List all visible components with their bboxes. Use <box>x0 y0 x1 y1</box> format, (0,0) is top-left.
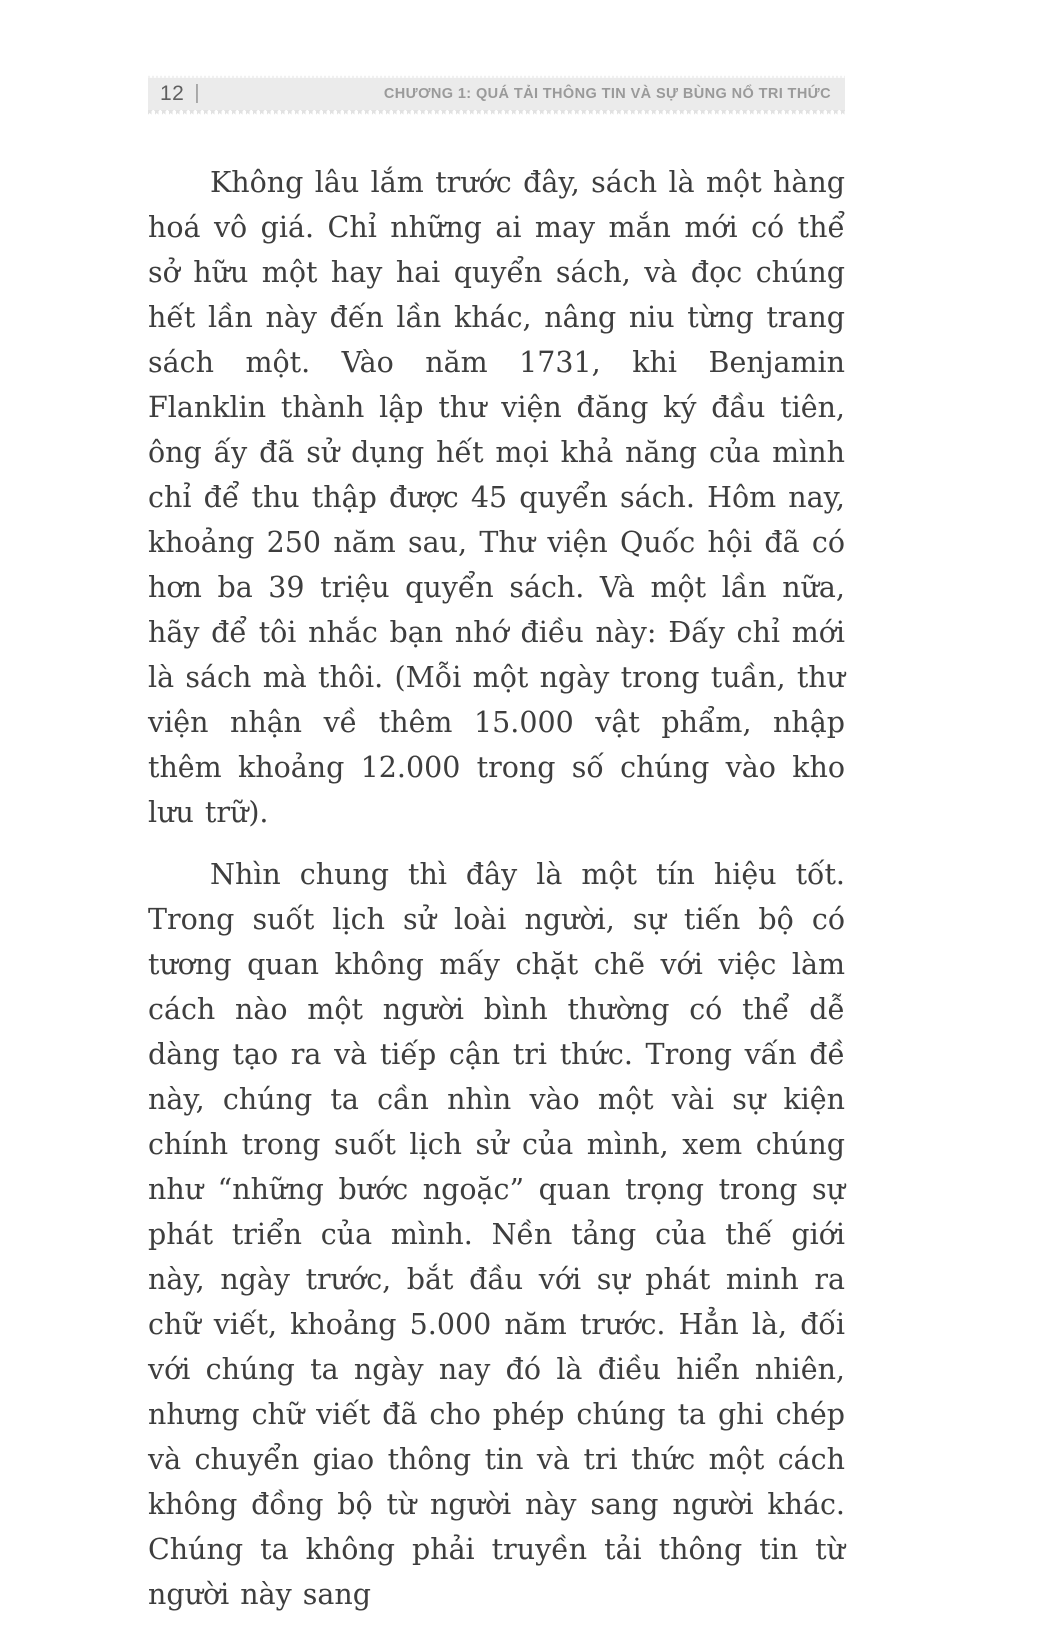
paragraph-2: Nhìn chung thì đây là một tín hiệu tốt. Trong suốt lịch sử loài người, sự tiến bộ có tương quan không mấy chặt chẽ với việc làm cách nào một người bình thường có thể dễ dàng tạo ra và tiếp cận tri thức. Trong vấn đề này, chúng ta cần nhìn vào một vài sự kiện chính trong suốt lịch sử của mình, xem chúng như “những bước ngoặc” quan trọng trong sự phát triển của mình. Nền tảng của thế giới này, ngày trước, bắt đầu với sự phát minh ra chữ viết, khoảng 5.000 năm trước. Hẳn là, đối với chúng ta ngày nay đó là điều hiển nhiên, nhưng chữ viết đã cho phép chúng ta ghi chép và chuyển giao thông tin và tri thức một cách không đồng bộ từ người này sang người khác. Chúng ta không phải truyền tải thông tin từ người này sang <box>148 858 845 1611</box>
chapter-title: CHƯƠNG 1: QUÁ TẢI THÔNG TIN VÀ SỰ BÙNG NỔ TRI THỨC <box>383 86 831 102</box>
page-number-group <box>148 82 200 106</box>
page-number: 12 <box>160 82 185 105</box>
chapter-header <box>148 78 845 110</box>
body-text <box>148 160 845 1634</box>
page-number-divider: | <box>194 81 200 104</box>
paragraph-1: Không lâu lắm trước đây, sách là một hàng hoá vô giá. Chỉ những ai may mắn mới có thể sở hữu một hay hai quyển sách, và đọc chúng hết lần này đến lần khác, nâng niu từng trang sách một. Vào năm 1731, khi Benjamin Flanklin thành lập thư viện đăng ký đầu tiên, ông ấy đã sử dụng hết mọi khả năng của mình chỉ để thu thập được 45 quyển sách. Hôm nay, khoảng 250 năm sau, Thư viện Quốc hội đã có hơn ba 39 triệu quyển sách. Và một lần nữa, hãy để tôi nhắc bạn nhớ điều này: Đấy chỉ mới là sách mà thôi. (Mỗi một ngày trong tuần, thư viện nhận về thêm 15.000 vật phẩm, nhập thêm khoảng 12.000 trong số chúng vào kho lưu trữ). <box>148 166 845 829</box>
